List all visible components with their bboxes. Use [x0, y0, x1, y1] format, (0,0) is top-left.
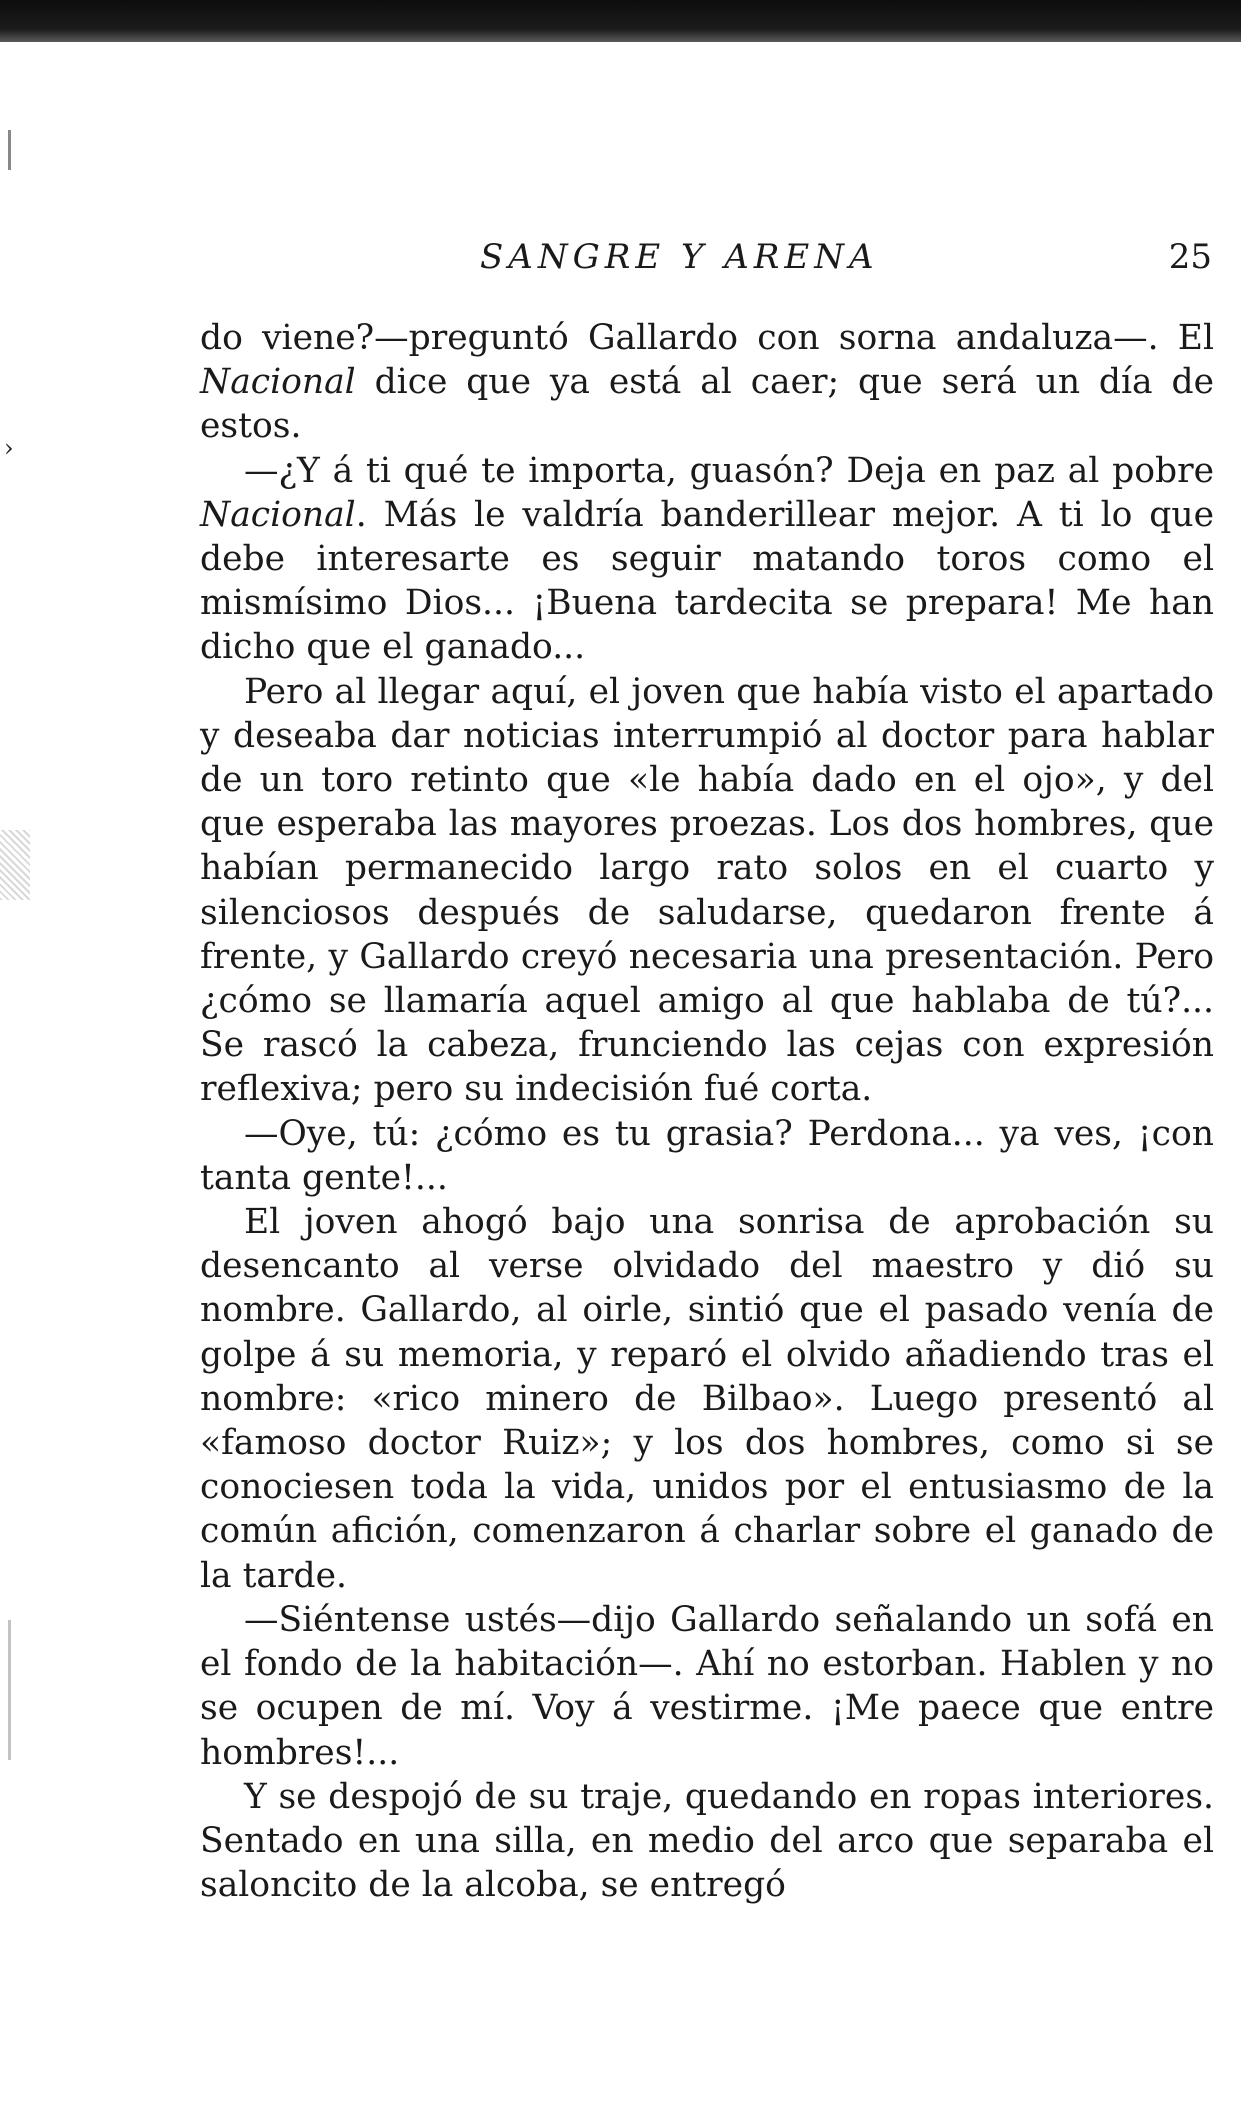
text-run: do viene?—preguntó Gallardo con sorna andaluza—. El [200, 318, 1214, 358]
paragraph [200, 1598, 1214, 1775]
text-run: Pero al llegar aquí, el joven que había visto el apartado y deseaba dar noticias interrumpió al doctor para hablar de un toro retinto que «le había dado en el ojo», y del que esperaba las mayores proezas. Los dos hombres, que habían permanecido largo rato solos en el cuarto y silenciosos después de saludarse, quedaron frente á frente, y Gallardo creyó necesaria una presentación. Pero ¿cómo se llamaría aquel amigo al que hablaba de tú?... Se rascó la cabeza, frunciendo las cejas con expresión reflexiva; pero su indecisión fué corta. [200, 671, 1214, 1110]
page-number: 25 [1168, 237, 1212, 277]
scan-top-border [0, 0, 1241, 42]
scan-edge-mark [8, 130, 11, 170]
italic-text: Nacional [200, 362, 356, 403]
page-header [200, 232, 1216, 282]
paragraph [200, 316, 1214, 449]
text-run: —Siéntense ustés—dijo Gallardo señalando un sofá en el fondo de la habitación—. Ahí no estorban. Hablen y no se ocupen de mí. Voy á vestirme. ¡Me paece que entre hombres!... [200, 1599, 1214, 1773]
scan-edge-mark [8, 1620, 11, 1760]
scan-edge-smudge [0, 830, 30, 900]
paragraph [200, 670, 1214, 1112]
italic-text: Nacional [200, 494, 356, 535]
running-title: SANGRE Y ARENA [480, 237, 879, 277]
paragraph [200, 1200, 1214, 1598]
text-run: . Más le valdría banderillear mejor. A ti lo que debe interesarte es seguir matando toros como el mismísimo Dios... ¡Buena tardecita se prepara! Me han dicho que el ganado... [200, 494, 1214, 668]
text-run: El joven ahogó bajo una sonrisa de aprobación su desencanto al verse olvidado del maestro y dió su nombre. Gallardo, al oirle, sintió que el pasado venía de golpe á su memoria, y reparó el olvido añadiendo tras el nombre: «rico minero de Bilbao». Luego presentó al «famoso doctor Ruiz»; y los dos hombres, como si se conociesen toda la vida, unidos por el entusiasmo de la común afición, comenzaron á charlar sobre el ganado de la tarde. [200, 1202, 1214, 1596]
scan-edge-arrow-icon: › [4, 434, 14, 462]
text-run: —¿Y á ti qué te importa, guasón? Deja en paz al pobre [244, 450, 1214, 491]
text-run: dice que ya está al caer; que será un día de estos. [200, 362, 1214, 447]
text-run: Y se despojó de su traje, quedando en ropas interiores. Sentado en una silla, en medio del arco que separaba el saloncito de la alcoba, se entregó [200, 1776, 1214, 1906]
paragraph [200, 1112, 1214, 1200]
text-run: —Oye, tú: ¿cómo es tu grasia? Perdona... ya ves, ¡con tanta gente!... [200, 1113, 1214, 1198]
paragraph [200, 1775, 1214, 1908]
paragraph [200, 449, 1214, 670]
body-text [200, 316, 1214, 1907]
